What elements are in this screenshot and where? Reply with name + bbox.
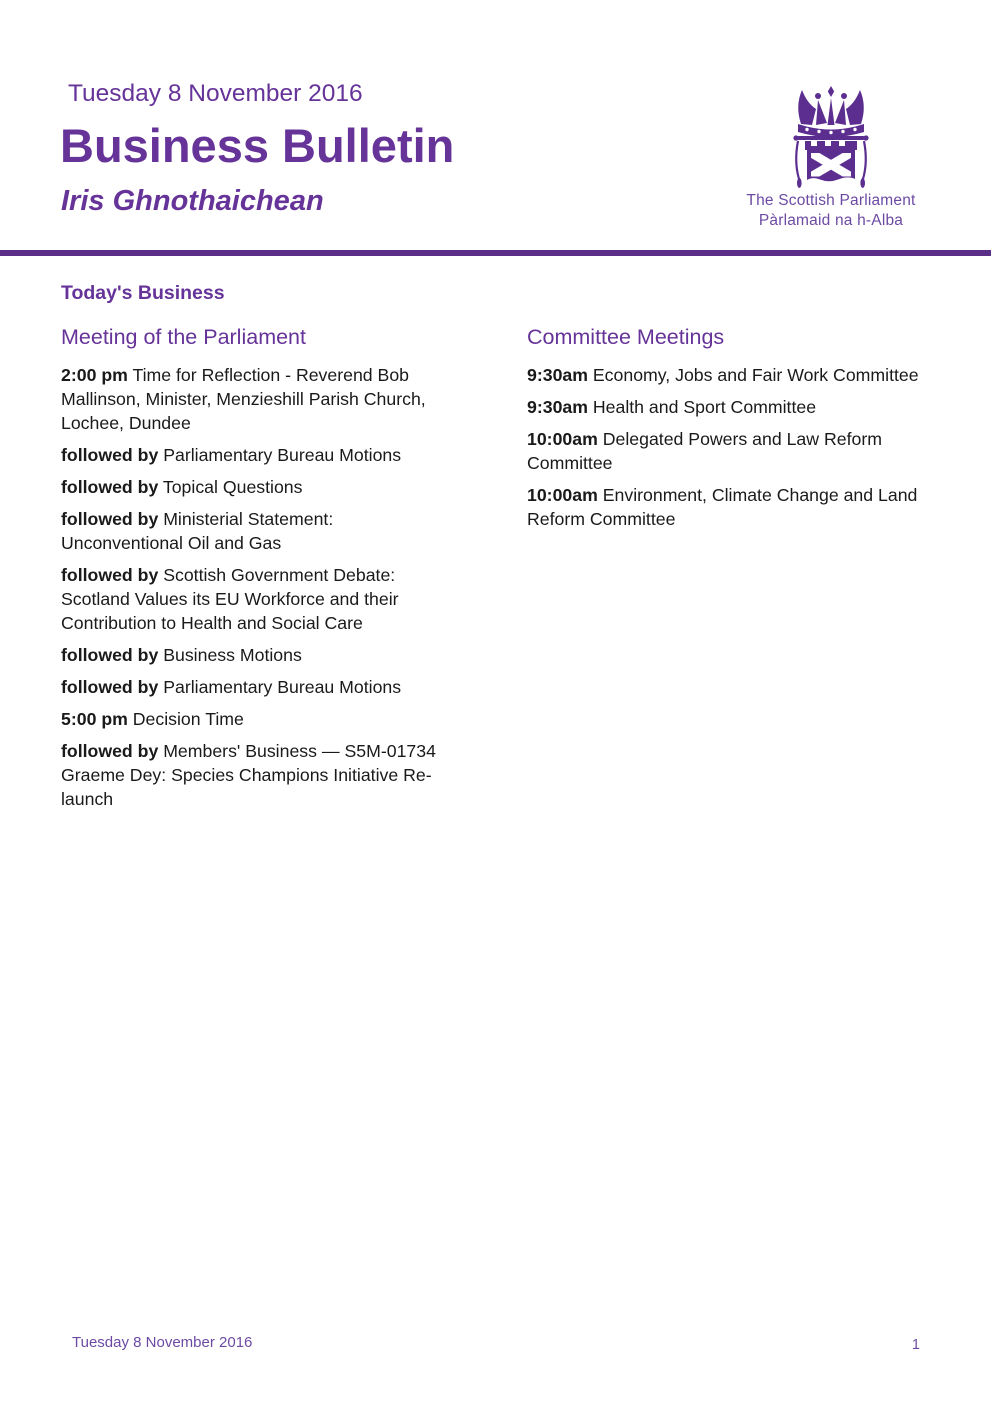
agenda-item: 9:30am Economy, Jobs and Fair Work Committee <box>527 365 919 385</box>
footer-page-number: 1 <box>911 1337 920 1353</box>
agenda-item: followed by Topical Questions <box>61 477 303 497</box>
agenda-item-time: 9:30am <box>527 365 588 385</box>
agenda-item: 9:30am Health and Sport Committee <box>527 397 817 417</box>
header-divider <box>0 250 991 256</box>
section-meeting-of-the-parliament <box>61 325 457 819</box>
agenda-item: 5:00 pm Decision Time <box>61 709 244 729</box>
agenda-item-time: followed by <box>61 445 159 465</box>
column-heading-committees: Committee Meetings <box>527 325 725 349</box>
agenda-item-time: followed by <box>61 645 159 665</box>
logo-text-english: The Scottish Parliament <box>746 192 916 209</box>
agenda-item-time: followed by <box>61 677 159 697</box>
committee-agenda-list <box>527 363 947 531</box>
todays-business-heading: Today's Business <box>61 282 225 304</box>
agenda-item: followed by Parliamentary Bureau Motions <box>61 677 402 697</box>
agenda-item: 10:00am Delegated Powers and Law Reform Committee <box>527 429 882 473</box>
agenda-item: 2:00 pm Time for Reflection - Reverend Bob Mallinson, Minister, Menzieshill Parish Church, Lochee, Dundee <box>61 365 426 433</box>
scottish-parliament-logo <box>741 84 921 230</box>
agenda-item-time: 10:00am <box>527 429 598 449</box>
agenda-item-time: followed by <box>61 565 159 585</box>
section-committee-meetings <box>527 325 947 539</box>
page-title: Business Bulletin <box>60 119 455 172</box>
parliament-crest-icon <box>790 84 872 188</box>
page-subtitle-gaelic: Iris Ghnothaichean <box>61 185 324 217</box>
agenda-item-time: followed by <box>61 741 159 761</box>
agenda-item-time: followed by <box>61 477 159 497</box>
agenda-item-time: followed by <box>61 509 159 529</box>
agenda-item-time: 10:00am <box>527 485 598 505</box>
header-date: Tuesday 8 November 2016 <box>68 80 363 107</box>
agenda-item: followed by Scottish Government Debate: Scotland Values its EU Workforce and their Contribution to Health and Social Care <box>61 565 399 633</box>
agenda-item-time: 2:00 pm <box>61 365 128 385</box>
column-heading-parliament: Meeting of the Parliament <box>61 325 306 349</box>
agenda-item: followed by Business Motions <box>61 645 302 665</box>
agenda-item: followed by Parliamentary Bureau Motions <box>61 445 402 465</box>
agenda-item: followed by Ministerial Statement: Unconventional Oil and Gas <box>61 509 334 553</box>
footer-date: Tuesday 8 November 2016 <box>72 1334 253 1351</box>
agenda-item-time: 5:00 pm <box>61 709 128 729</box>
parliament-agenda-list <box>61 363 457 811</box>
logo-text-gaelic: Pàrlamaid na h-Alba <box>758 211 904 229</box>
agenda-item-time: 9:30am <box>527 397 588 417</box>
agenda-item: 10:00am Environment, Climate Change and Land Reform Committee <box>527 485 918 529</box>
logo-text <box>741 191 921 230</box>
agenda-item: followed by Members' Business — S5M-01734 Graeme Dey: Species Champions Initiative Re-launch <box>61 741 436 809</box>
